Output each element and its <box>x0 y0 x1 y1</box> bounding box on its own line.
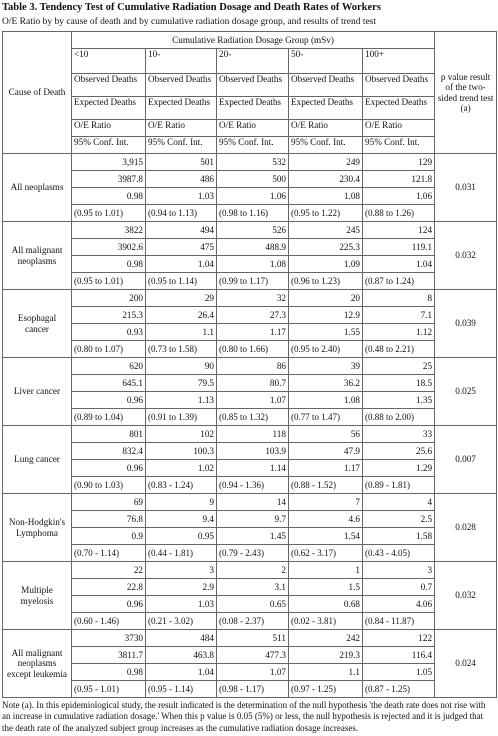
table-row <box>3 256 497 273</box>
oe-ratio-cell: 4.06 <box>363 596 435 613</box>
oe-ratio-cell: 1.08 <box>289 392 363 409</box>
metric-header: O/E Ratio <box>72 120 146 137</box>
oe-ratio-cell: 0.68 <box>289 596 363 613</box>
p-value-cell: 0.025 <box>435 358 497 426</box>
table-row <box>3 613 497 630</box>
observed-deaths-cell: 39 <box>289 358 363 375</box>
table-row <box>3 596 497 613</box>
conf-int-cell: (0.88 to 1.26) <box>363 205 435 222</box>
metric-header: Observed Deaths <box>72 74 146 97</box>
metric-header: O/E Ratio <box>289 120 363 137</box>
oe-ratio-cell: 1.35 <box>363 392 435 409</box>
table-row <box>3 375 497 392</box>
oe-ratio-cell: 1.14 <box>217 460 289 477</box>
expected-deaths-cell: 3.1 <box>217 579 289 596</box>
expected-deaths-cell: 832.4 <box>72 443 146 460</box>
metric-header: 95% Conf. Int. <box>363 137 435 154</box>
oe-ratio-cell: 1.06 <box>363 188 435 205</box>
expected-deaths-cell: 9.7 <box>217 511 289 528</box>
oe-ratio-cell: 0.65 <box>217 596 289 613</box>
expected-deaths-cell: 119.1 <box>363 239 435 256</box>
metric-header: O/E Ratio <box>363 120 435 137</box>
observed-deaths-cell: 29 <box>146 290 217 307</box>
conf-int-cell: (0.43 - 4.05) <box>363 545 435 562</box>
oe-ratio-cell: 0.98 <box>72 188 146 205</box>
expected-deaths-cell: 26.4 <box>146 307 217 324</box>
metric-header: Expected Deaths <box>146 97 217 120</box>
oe-ratio-cell: 1.04 <box>363 256 435 273</box>
table-row <box>3 664 497 681</box>
conf-int-cell: (0.95 to 1.14) <box>146 273 217 290</box>
expected-deaths-cell: 645.1 <box>72 375 146 392</box>
oe-ratio-cell: 0.96 <box>72 596 146 613</box>
expected-deaths-cell: 500 <box>217 171 289 188</box>
table-subtitle: O/E Ratio by by cause of death and by cumulative radiation dosage group, and results of trend test <box>2 17 377 27</box>
oe-ratio-cell: 1.17 <box>289 460 363 477</box>
conf-int-cell: (0.62 - 3.17) <box>289 545 363 562</box>
observed-deaths-cell: 2 <box>217 562 289 579</box>
dose-header: 20- <box>217 49 289 74</box>
expected-deaths-cell: 25.6 <box>363 443 435 460</box>
oe-ratio-cell: 1.07 <box>217 664 289 681</box>
observed-deaths-cell: 3822 <box>72 222 146 239</box>
observed-deaths-cell: 25 <box>363 358 435 375</box>
table-row <box>3 460 497 477</box>
oe-ratio-cell: 1.29 <box>363 460 435 477</box>
oe-ratio-cell: 0.96 <box>72 392 146 409</box>
p-value-cell: 0.024 <box>435 630 497 698</box>
conf-int-cell: (0.95 to 2.40) <box>289 341 363 358</box>
p-value-cell: 0.007 <box>435 426 497 494</box>
conf-int-cell: (0.70 - 1.14) <box>72 545 146 562</box>
table-row <box>3 307 497 324</box>
conf-int-cell: (0.83 - 1.24) <box>146 477 217 494</box>
oe-ratio-cell: 0.95 <box>146 528 217 545</box>
conf-int-cell: (0.95 to 1.01) <box>72 205 146 222</box>
conf-int-cell: (0.80 to 1.07) <box>72 341 146 358</box>
observed-deaths-cell: 69 <box>72 494 146 511</box>
oe-ratio-cell: 0.96 <box>72 460 146 477</box>
trend-test-table <box>2 31 497 698</box>
expected-deaths-cell: 3987.8 <box>72 171 146 188</box>
table-row <box>3 273 497 290</box>
table-row <box>3 579 497 596</box>
metric-header: 95% Conf. Int. <box>289 137 363 154</box>
conf-int-cell: (0.98 to 1.16) <box>217 205 289 222</box>
oe-ratio-cell: 1.08 <box>289 188 363 205</box>
oe-ratio-cell: 1.04 <box>146 664 217 681</box>
conf-int-cell: (0.80 to 1.66) <box>217 341 289 358</box>
conf-int-cell: (0.02 - 3.81) <box>289 613 363 630</box>
conf-int-cell: (0.79 - 2.43) <box>217 545 289 562</box>
expected-deaths-cell: 1.5 <box>289 579 363 596</box>
metric-header: O/E Ratio <box>217 120 289 137</box>
conf-int-cell: (0.94 to 1.13) <box>146 205 217 222</box>
cause-of-death-cell: Esophagal cancer <box>3 290 72 358</box>
observed-deaths-cell: 532 <box>217 154 289 171</box>
table-row <box>3 545 497 562</box>
conf-int-cell: (0.95 - 1.01) <box>72 681 146 698</box>
observed-deaths-cell: 3 <box>363 562 435 579</box>
conf-int-cell: (0.98 - 1.17) <box>217 681 289 698</box>
observed-deaths-cell: 118 <box>217 426 289 443</box>
table-row <box>3 409 497 426</box>
table-row <box>3 528 497 545</box>
oe-ratio-cell: 0.98 <box>72 664 146 681</box>
dose-header: <10 <box>72 49 146 74</box>
observed-deaths-cell: 801 <box>72 426 146 443</box>
observed-deaths-cell: 249 <box>289 154 363 171</box>
observed-deaths-cell: 620 <box>72 358 146 375</box>
dose-header: 50- <box>289 49 363 74</box>
observed-deaths-cell: 3 <box>146 562 217 579</box>
expected-deaths-cell: 219.3 <box>289 647 363 664</box>
table-row <box>3 324 497 341</box>
observed-deaths-cell: 9 <box>146 494 217 511</box>
conf-int-cell: (0.95 to 1.22) <box>289 205 363 222</box>
observed-deaths-cell: 242 <box>289 630 363 647</box>
conf-int-cell: (0.48 to 2.21) <box>363 341 435 358</box>
expected-deaths-cell: 230.4 <box>289 171 363 188</box>
observed-deaths-cell: 7 <box>289 494 363 511</box>
oe-ratio-cell: 1.45 <box>217 528 289 545</box>
expected-deaths-cell: 80.7 <box>217 375 289 392</box>
expected-deaths-cell: 486 <box>146 171 217 188</box>
table-row <box>3 681 497 698</box>
expected-deaths-cell: 36.2 <box>289 375 363 392</box>
pvalue-header: p value result of the two-sided trend test (a) <box>435 32 497 154</box>
expected-deaths-cell: 116.4 <box>363 647 435 664</box>
table-row <box>3 392 497 409</box>
expected-deaths-cell: 215.3 <box>72 307 146 324</box>
cause-of-death-cell: Non-Hodgkin's Lymphoma <box>3 494 72 562</box>
cause-of-death-cell: Multiple myelosis <box>3 562 72 630</box>
metric-header: 95% Conf. Int. <box>72 137 146 154</box>
metric-header: O/E Ratio <box>146 120 217 137</box>
expected-deaths-cell: 2.9 <box>146 579 217 596</box>
oe-ratio-cell: 1.17 <box>217 324 289 341</box>
observed-deaths-cell: 3,915 <box>72 154 146 171</box>
conf-int-cell: (0.99 to 1.17) <box>217 273 289 290</box>
conf-int-cell: (0.90 to 1.03) <box>72 477 146 494</box>
expected-deaths-cell: 3902.6 <box>72 239 146 256</box>
observed-deaths-cell: 511 <box>217 630 289 647</box>
table-row <box>3 443 497 460</box>
observed-deaths-cell: 86 <box>217 358 289 375</box>
table-row <box>3 290 497 307</box>
observed-deaths-cell: 33 <box>363 426 435 443</box>
conf-int-cell: (0.94 - 1.36) <box>217 477 289 494</box>
expected-deaths-cell: 18.5 <box>363 375 435 392</box>
oe-ratio-cell: 0.93 <box>72 324 146 341</box>
conf-int-cell: (0.73 to 1.58) <box>146 341 217 358</box>
oe-ratio-cell: 1.13 <box>146 392 217 409</box>
table-row <box>3 477 497 494</box>
table-row <box>3 171 497 188</box>
conf-int-cell: (0.88 to 2.00) <box>363 409 435 426</box>
table-row <box>3 426 497 443</box>
conf-int-cell: (0.21 - 3.02) <box>146 613 217 630</box>
expected-deaths-cell: 2.5 <box>363 511 435 528</box>
oe-ratio-cell: 1.03 <box>146 596 217 613</box>
conf-int-cell: (0.88 - 1.52) <box>289 477 363 494</box>
conf-int-cell: (0.60 - 1.46) <box>72 613 146 630</box>
observed-deaths-cell: 4 <box>363 494 435 511</box>
metric-header: Expected Deaths <box>217 97 289 120</box>
oe-ratio-cell: 0.9 <box>72 528 146 545</box>
oe-ratio-cell: 1.09 <box>289 256 363 273</box>
footnote: Note (a). In this epidemiological study, the result indicated is the determination of the null hypothesis 'the death rate does not rise with an increase in cumulative radiation dosage.' When this p value is 0.05 (5%) or less, the null hypothesis is rejected and it is judged that the death rate of the analyzed subject group increases as the cumulative radiation dosage increases. <box>2 700 486 733</box>
metric-header: Observed Deaths <box>146 74 217 97</box>
conf-int-cell: (0.87 - 1.25) <box>363 681 435 698</box>
table-row <box>3 511 497 528</box>
oe-ratio-cell: 1.1 <box>146 324 217 341</box>
expected-deaths-cell: 0.7 <box>363 579 435 596</box>
conf-int-cell: (0.77 to 1.47) <box>289 409 363 426</box>
expected-deaths-cell: 477.3 <box>217 647 289 664</box>
dosage-group-header: Cumulative Radiation Dosage Group (mSv) <box>72 32 435 49</box>
metric-header: Observed Deaths <box>217 74 289 97</box>
expected-deaths-cell: 121.8 <box>363 171 435 188</box>
observed-deaths-cell: 3730 <box>72 630 146 647</box>
conf-int-cell: (0.89 to 1.04) <box>72 409 146 426</box>
oe-ratio-cell: 1.04 <box>146 256 217 273</box>
conf-int-cell: (0.87 to 1.24) <box>363 273 435 290</box>
observed-deaths-cell: 20 <box>289 290 363 307</box>
expected-deaths-cell: 47.9 <box>289 443 363 460</box>
metric-header: Expected Deaths <box>72 97 146 120</box>
conf-int-cell: (0.95 to 1.01) <box>72 273 146 290</box>
metric-header: Observed Deaths <box>289 74 363 97</box>
conf-int-cell: (0.85 to 1.32) <box>217 409 289 426</box>
conf-int-cell: (0.89 - 1.81) <box>363 477 435 494</box>
expected-deaths-cell: 79.5 <box>146 375 217 392</box>
oe-ratio-cell: 1.58 <box>363 528 435 545</box>
p-value-cell: 0.032 <box>435 222 497 290</box>
expected-deaths-cell: 76.8 <box>72 511 146 528</box>
document <box>2 1 496 734</box>
conf-int-cell: (0.95 - 1.14) <box>146 681 217 698</box>
observed-deaths-cell: 90 <box>146 358 217 375</box>
oe-ratio-cell: 1.1 <box>289 664 363 681</box>
observed-deaths-cell: 1 <box>289 562 363 579</box>
expected-deaths-cell: 4.6 <box>289 511 363 528</box>
expected-deaths-cell: 3811.7 <box>72 647 146 664</box>
p-value-cell: 0.028 <box>435 494 497 562</box>
oe-ratio-cell: 1.03 <box>146 188 217 205</box>
table-row <box>3 630 497 647</box>
observed-deaths-cell: 32 <box>217 290 289 307</box>
observed-deaths-cell: 129 <box>363 154 435 171</box>
expected-deaths-cell: 103.9 <box>217 443 289 460</box>
cause-header: Cause of Death <box>3 32 72 154</box>
oe-ratio-cell: 1.06 <box>217 188 289 205</box>
table-row <box>3 341 497 358</box>
cause-of-death-cell: Liver cancer <box>3 358 72 426</box>
table-row <box>3 222 497 239</box>
dose-header: 100+ <box>363 49 435 74</box>
conf-int-cell: (0.96 to 1.23) <box>289 273 363 290</box>
observed-deaths-cell: 22 <box>72 562 146 579</box>
expected-deaths-cell: 12.9 <box>289 307 363 324</box>
observed-deaths-cell: 501 <box>146 154 217 171</box>
observed-deaths-cell: 245 <box>289 222 363 239</box>
table-row <box>3 494 497 511</box>
table-row <box>3 239 497 256</box>
cause-of-death-cell: Lung cancer <box>3 426 72 494</box>
table-row <box>3 188 497 205</box>
expected-deaths-cell: 225.3 <box>289 239 363 256</box>
observed-deaths-cell: 124 <box>363 222 435 239</box>
table-title: Table 3. Tendency Test of Cumulative Radiation Dosage and Death Rates of Workers <box>2 2 381 13</box>
oe-ratio-cell: 1.08 <box>217 256 289 273</box>
observed-deaths-cell: 102 <box>146 426 217 443</box>
observed-deaths-cell: 14 <box>217 494 289 511</box>
oe-ratio-cell: 0.98 <box>72 256 146 273</box>
oe-ratio-cell: 1.07 <box>217 392 289 409</box>
expected-deaths-cell: 9.4 <box>146 511 217 528</box>
conf-int-cell: (0.91 to 1.39) <box>146 409 217 426</box>
expected-deaths-cell: 100.3 <box>146 443 217 460</box>
expected-deaths-cell: 27.3 <box>217 307 289 324</box>
p-value-cell: 0.039 <box>435 290 497 358</box>
metric-header: 95% Conf. Int. <box>217 137 289 154</box>
p-value-cell: 0.031 <box>435 154 497 222</box>
observed-deaths-cell: 122 <box>363 630 435 647</box>
expected-deaths-cell: 7.1 <box>363 307 435 324</box>
expected-deaths-cell: 463.8 <box>146 647 217 664</box>
metric-header: Observed Deaths <box>363 74 435 97</box>
table-row <box>3 562 497 579</box>
conf-int-cell: (0.97 - 1.25) <box>289 681 363 698</box>
expected-deaths-cell: 475 <box>146 239 217 256</box>
observed-deaths-cell: 526 <box>217 222 289 239</box>
p-value-cell: 0.032 <box>435 562 497 630</box>
observed-deaths-cell: 56 <box>289 426 363 443</box>
table-row <box>3 647 497 664</box>
metric-header: Expected Deaths <box>289 97 363 120</box>
oe-ratio-cell: 1.12 <box>363 324 435 341</box>
conf-int-cell: (0.08 - 2.37) <box>217 613 289 630</box>
oe-ratio-cell: 1.54 <box>289 528 363 545</box>
metric-header: 95% Conf. Int. <box>146 137 217 154</box>
expected-deaths-cell: 22.8 <box>72 579 146 596</box>
table-body <box>3 154 497 698</box>
observed-deaths-cell: 494 <box>146 222 217 239</box>
cause-of-death-cell: All malignant neoplasms except leukemia <box>3 630 72 698</box>
table-row <box>3 358 497 375</box>
dose-header: 10- <box>146 49 217 74</box>
metric-header: Expected Deaths <box>363 97 435 120</box>
observed-deaths-cell: 200 <box>72 290 146 307</box>
table-row <box>3 205 497 222</box>
observed-deaths-cell: 484 <box>146 630 217 647</box>
expected-deaths-cell: 488.9 <box>217 239 289 256</box>
cause-of-death-cell: All malignant neoplasms <box>3 222 72 290</box>
oe-ratio-cell: 1.02 <box>146 460 217 477</box>
conf-int-cell: (0.84 - 11.87) <box>363 613 435 630</box>
oe-ratio-cell: 1.55 <box>289 324 363 341</box>
conf-int-cell: (0.44 - 1.81) <box>146 545 217 562</box>
observed-deaths-cell: 8 <box>363 290 435 307</box>
oe-ratio-cell: 1.05 <box>363 664 435 681</box>
cause-of-death-cell: All neoplasms <box>3 154 72 222</box>
table-row <box>3 154 497 171</box>
